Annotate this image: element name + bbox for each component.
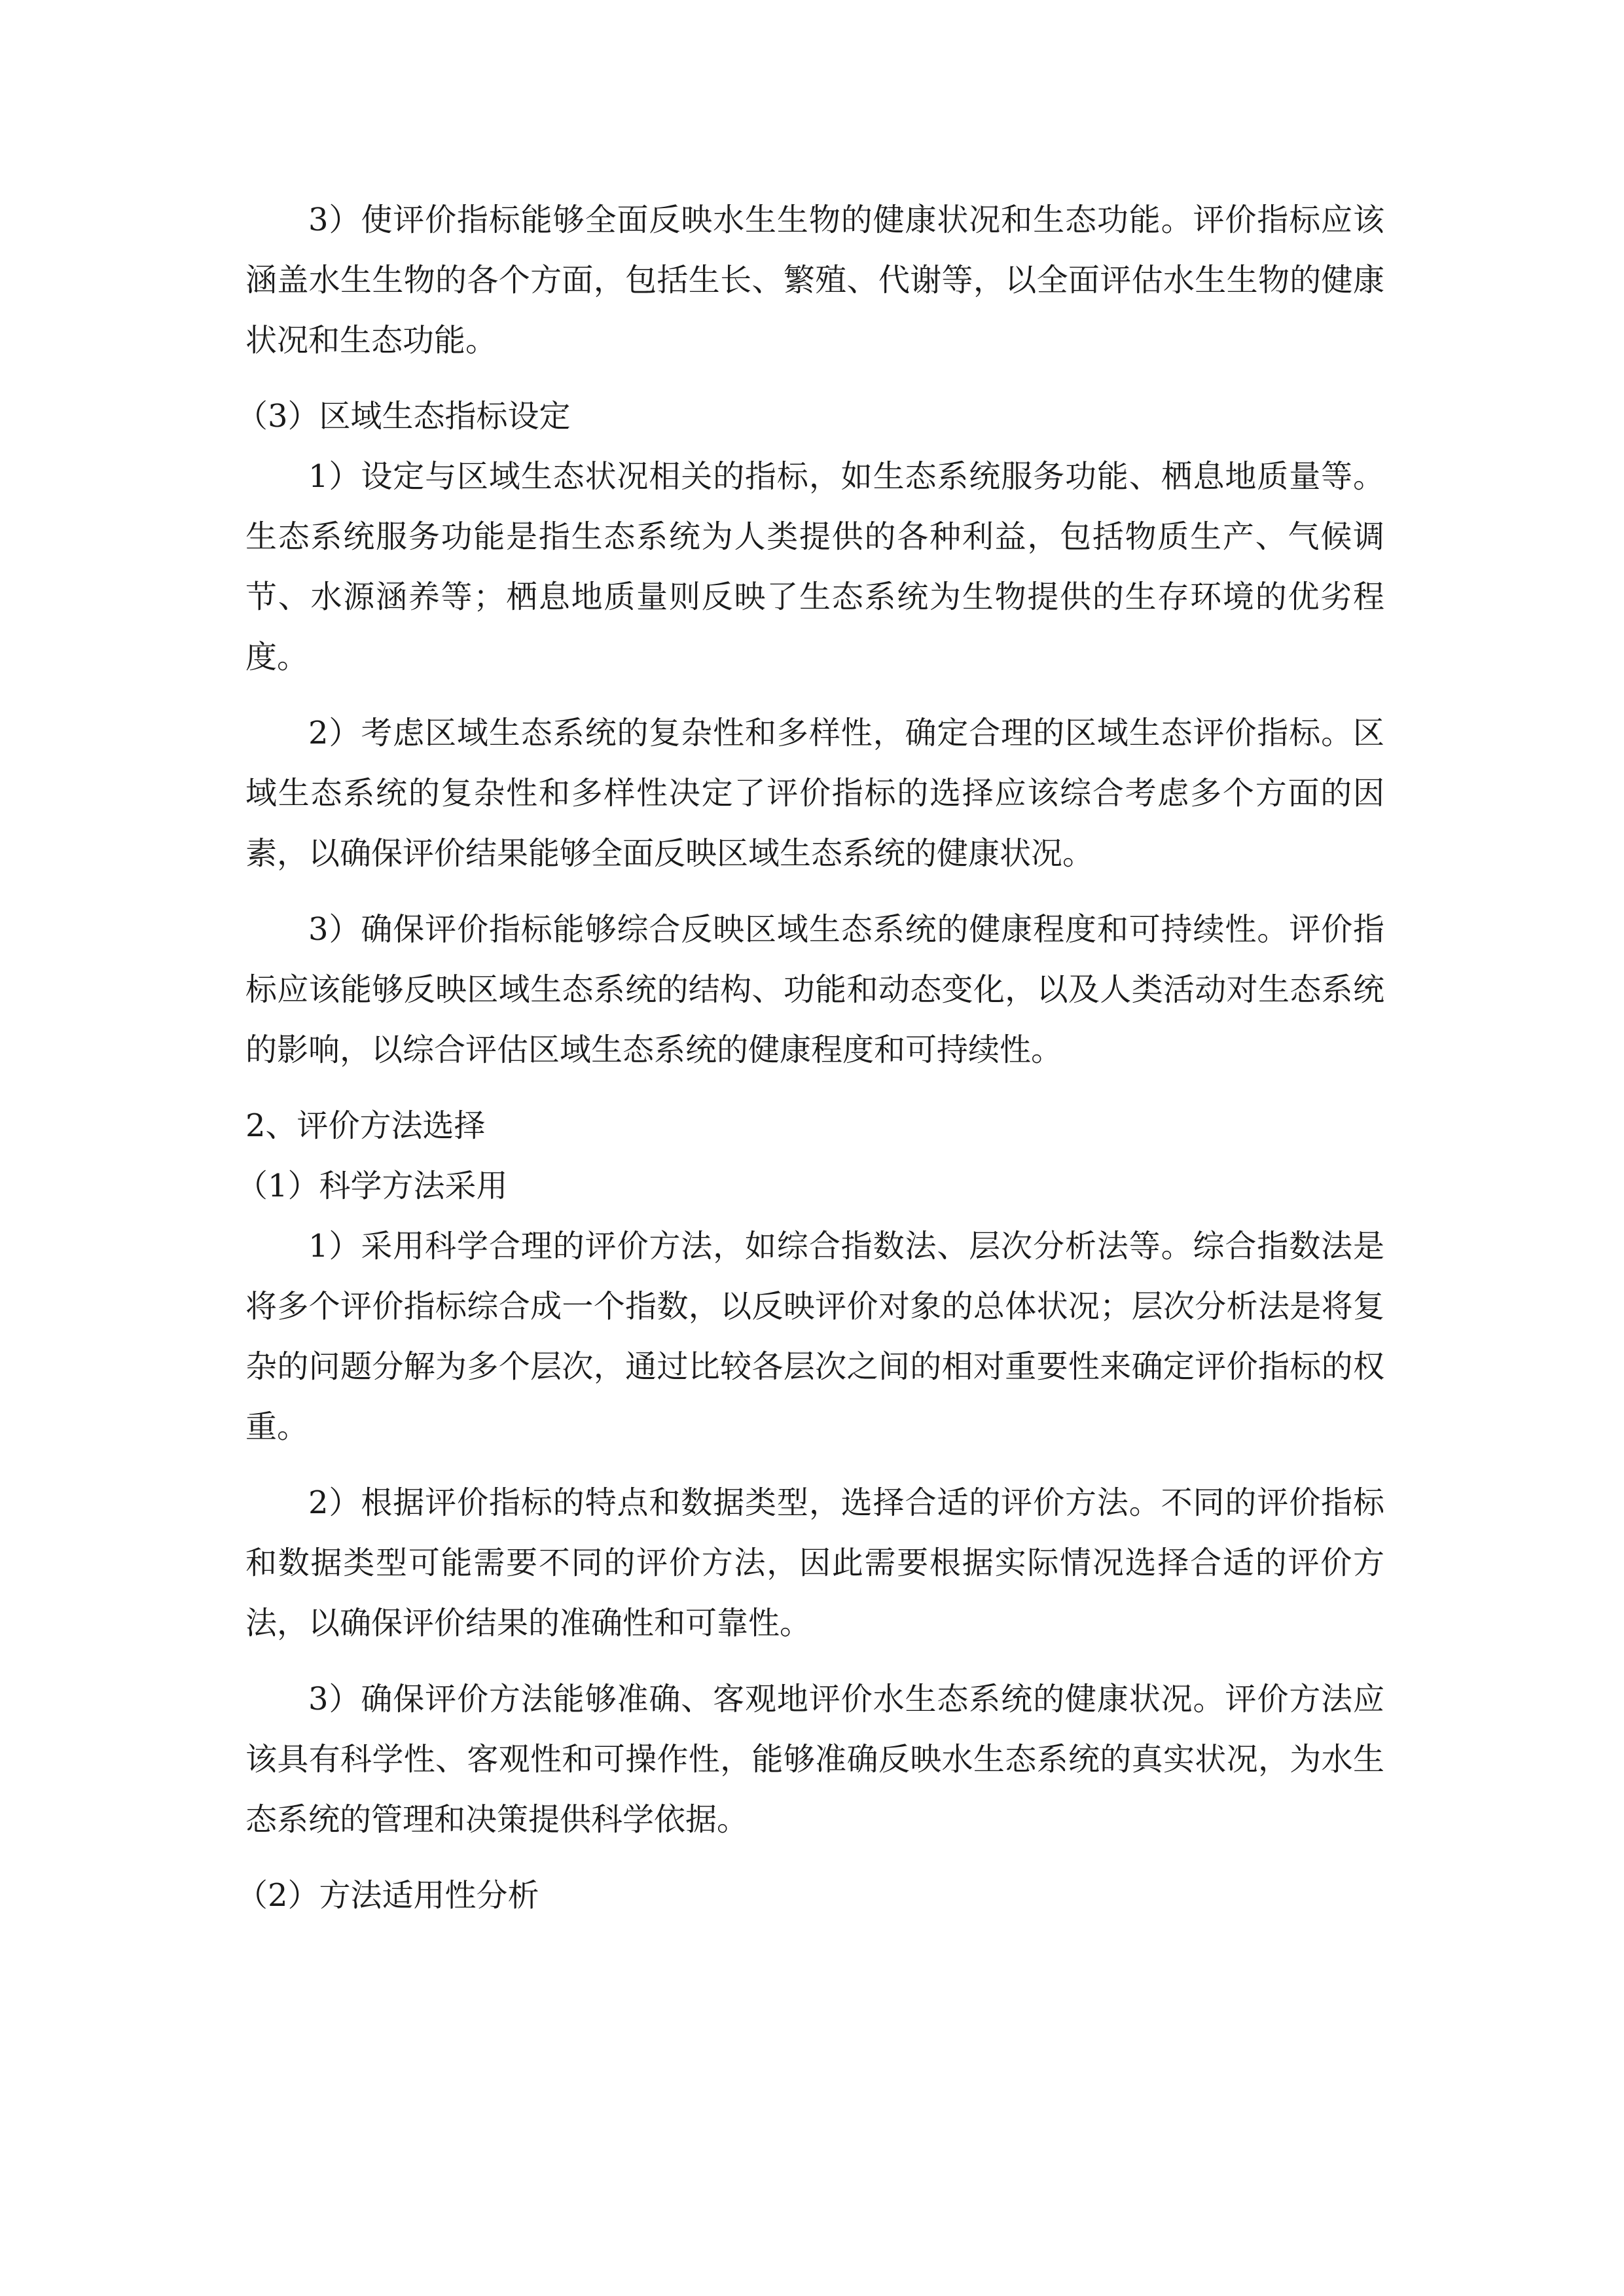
paragraph-regional-indicator-3: 3）确保评价指标能够综合反映区域生态系统的健康程度和可持续性。评价指标应该能够反映区域生态系统的结构、功能和动态变化，以及人类活动对生态系统的影响，以综合评估区域生态系统的健康程度和可持续性。 — [245, 911, 1384, 1068]
paragraph-aquatic-indicator-3: 3）使评价指标能够全面反映水生生物的健康状况和生态功能。评价指标应该涵盖水生生物的各个方面，包括生长、繁殖、代谢等，以全面评估水生生物的健康状况和生态功能。 — [245, 202, 1384, 359]
section-heading-scientific-methods: （1）科学方法采用 — [236, 1168, 508, 1204]
paragraph-method-1: 1）采用科学合理的评价方法，如综合指数法、层次分析法等。综合指数法是将多个评价指标综合成一个指数，以反映评价对象的总体状况；层次分析法是将复杂的问题分解为多个层次，通过比较各层次之间的相对重要性来确定评价指标的权重。 — [245, 1228, 1384, 1445]
section-heading-regional-indicators: （3）区域生态指标设定 — [236, 398, 571, 435]
paragraph-regional-indicator-2: 2）考虑区域生态系统的复杂性和多样性，确定合理的区域生态评价指标。区域生态系统的复杂性和多样性决定了评价指标的选择应该综合考虑多个方面的因素，以确保评价结果能够全面反映区域生态系统的健康状况。 — [245, 715, 1384, 872]
section-heading-method-applicability: （2）方法适用性分析 — [236, 1877, 539, 1914]
paragraph-method-2: 2）根据评价指标的特点和数据类型，选择合适的评价方法。不同的评价指标和数据类型可能需要不同的评价方法，因此需要根据实际情况选择合适的评价方法，以确保评价结果的准确性和可靠性。 — [245, 1484, 1384, 1641]
paragraph-method-3: 3）确保评价方法能够准确、客观地评价水生态系统的健康状况。评价方法应该具有科学性、客观性和可操作性，能够准确反映水生态系统的真实状况，为水生态系统的管理和决策提供科学依据。 — [245, 1681, 1384, 1838]
section-heading-method-selection: 2、评价方法选择 — [245, 1107, 486, 1144]
document-page — [236, 190, 1384, 1926]
paragraph-regional-indicator-1: 1）设定与区域生态状况相关的指标，如生态系统服务功能、栖息地质量等。生态系统服务功能是指生态系统为人类提供的各种利益，包括物质生产、气候调节、水源涵养等；栖息地质量则反映了生态系统为生物提供的生存环境的优劣程度。 — [245, 458, 1384, 675]
